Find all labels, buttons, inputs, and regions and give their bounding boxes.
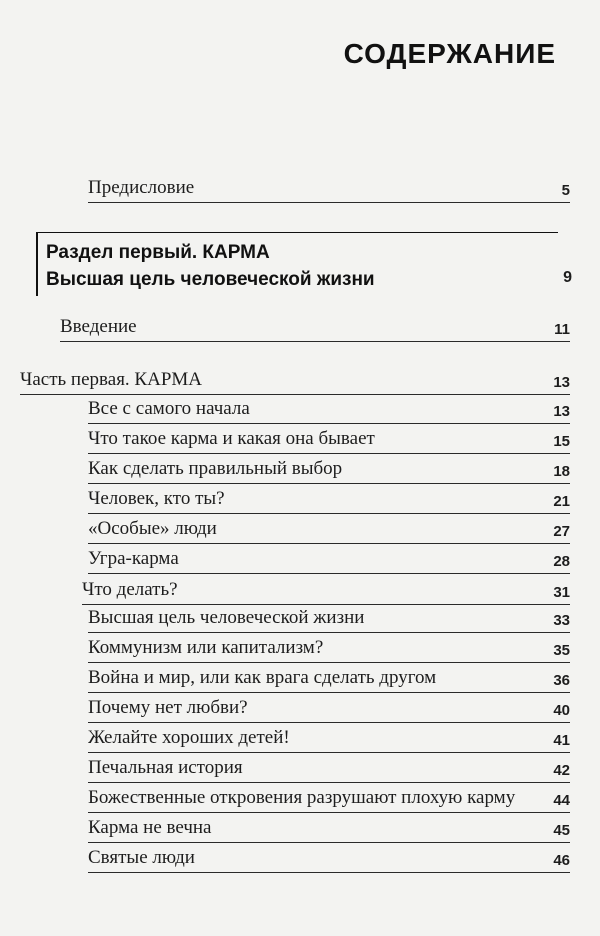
toc-entry-page: 28 xyxy=(553,553,570,570)
toc-entry-title: Божественные откровения разрушают плохую карму xyxy=(88,787,516,808)
toc-entry-title: Печальная история xyxy=(88,757,243,778)
toc-entry-title: Угра-карма xyxy=(88,548,179,569)
toc-entry xyxy=(88,393,570,424)
toc-entry-preface xyxy=(88,172,570,203)
toc-entry-title: Карма не вечна xyxy=(88,817,212,838)
toc-entry-title: Высшая цель человеческой жизни xyxy=(88,607,365,628)
toc-entry-page: 35 xyxy=(553,642,570,659)
toc-entry-page: 13 xyxy=(553,403,570,420)
section-label: Раздел первый. КАРМА xyxy=(46,242,270,263)
toc-entry-part xyxy=(20,364,570,395)
toc-entry xyxy=(88,483,570,514)
toc-entry-title: Святые люди xyxy=(88,847,195,868)
toc-entry-page: 13 xyxy=(553,374,570,391)
toc-entry-page: 31 xyxy=(553,584,570,601)
section-subtitle: Высшая цель человеческой жизни xyxy=(46,269,375,290)
toc-entry-page: 41 xyxy=(553,732,570,749)
toc-entry-page: 45 xyxy=(553,822,570,839)
toc-entry-page: 33 xyxy=(553,612,570,629)
toc-entry xyxy=(88,722,570,753)
toc-entry-title: Предисловие xyxy=(88,177,195,198)
toc-entry-page: 42 xyxy=(553,762,570,779)
toc-entry-page: 36 xyxy=(553,672,570,689)
toc-entry-title: «Особые» люди xyxy=(88,518,217,539)
toc-entry-page: 27 xyxy=(553,523,570,540)
toc-entry-title: Что делать? xyxy=(82,579,178,600)
toc-entry xyxy=(88,602,570,633)
toc-entry-title: Желайте хороших детей! xyxy=(88,727,290,748)
toc-entry-title: Все с самого начала xyxy=(88,398,250,419)
section-heading xyxy=(36,232,572,296)
toc-entry xyxy=(88,453,570,484)
toc-entry xyxy=(88,752,570,783)
toc-entry-title: Коммунизм или капитализм? xyxy=(88,637,324,658)
page-title: СОДЕРЖАНИЕ xyxy=(343,38,556,69)
toc-entry-title: Человек, кто ты? xyxy=(88,488,225,509)
toc-entry-page: 11 xyxy=(554,321,570,338)
toc-entry-page: 15 xyxy=(553,433,570,450)
toc-entry xyxy=(60,311,570,342)
toc-entry xyxy=(88,513,570,544)
toc-entry xyxy=(88,692,570,723)
toc-entry-page: 18 xyxy=(553,463,570,480)
section-page: 9 xyxy=(563,269,572,286)
toc-entry-title: Что такое карма и какая она бывает xyxy=(88,428,375,449)
toc-entry xyxy=(88,782,570,813)
toc-entry-page: 5 xyxy=(561,182,570,199)
toc-entry-page: 44 xyxy=(553,792,570,809)
toc-entry-page: 46 xyxy=(553,852,570,869)
toc-entry xyxy=(88,812,570,843)
toc-entry xyxy=(82,574,570,605)
toc-entry-page: 21 xyxy=(553,493,570,510)
toc-entry xyxy=(88,423,570,454)
toc-entry-title: Война и мир, или как врага сделать другом xyxy=(88,667,437,688)
toc-entry xyxy=(88,543,570,574)
toc-entry-page: 40 xyxy=(553,702,570,719)
toc-entry-title: Как сделать правильный выбор xyxy=(88,458,343,479)
toc-entry-title: Почему нет любви? xyxy=(88,697,248,718)
toc-entry xyxy=(88,842,570,873)
toc-entry-title: Часть первая. КАРМА xyxy=(20,369,203,390)
toc-entry xyxy=(88,662,570,693)
toc-entry xyxy=(88,632,570,663)
toc-entry-title: Введение xyxy=(60,316,137,337)
